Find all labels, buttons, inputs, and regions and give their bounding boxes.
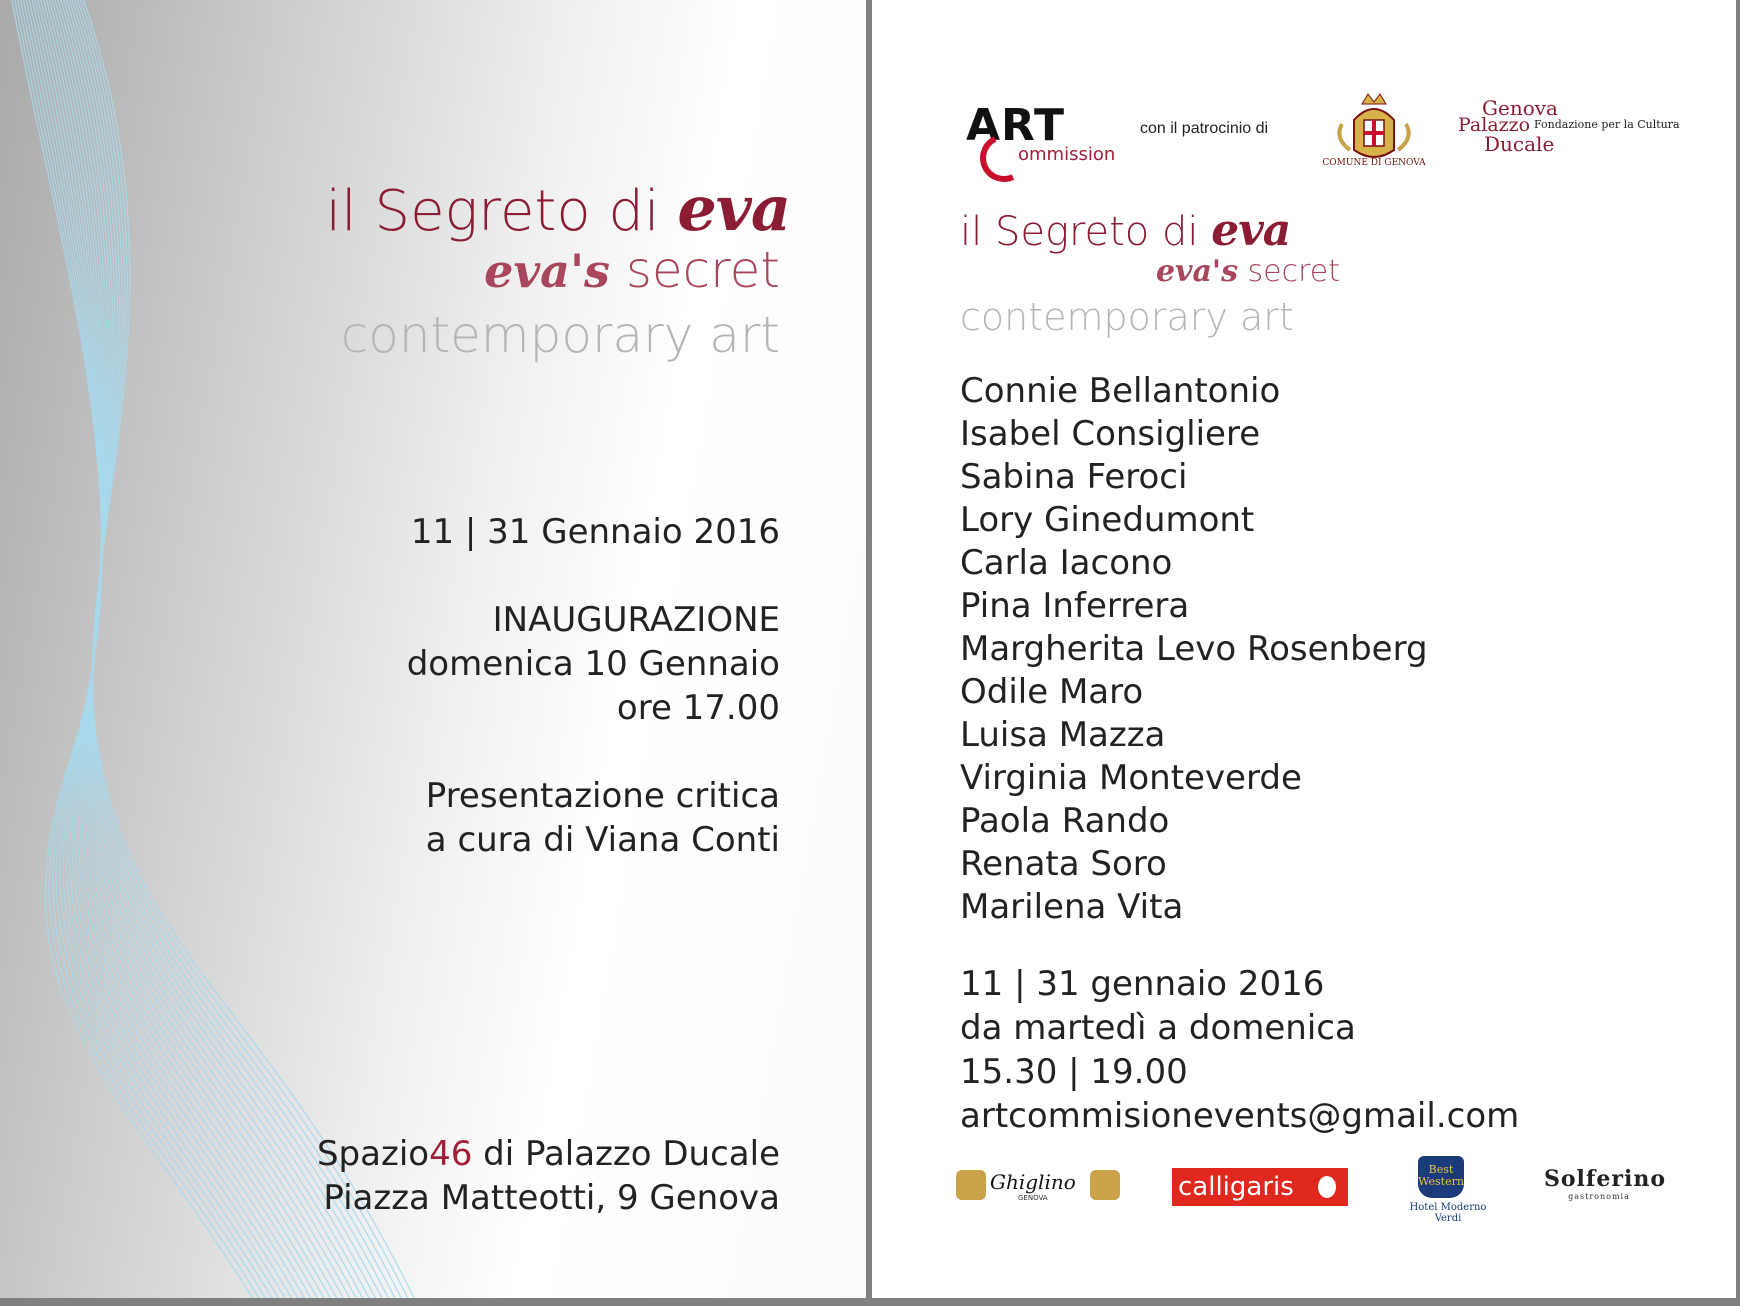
artist-name: Connie Bellantonio bbox=[960, 371, 1281, 411]
artist-name: Virginia Monteverde bbox=[960, 758, 1302, 798]
comune-label: COMUNE DI GENOVA bbox=[1322, 158, 1426, 168]
artist-name: Renata Soro bbox=[960, 844, 1167, 884]
bw-hotel-label: Hotel Moderno Verdi bbox=[1409, 1202, 1487, 1224]
wave-line bbox=[30, 0, 305, 1298]
back-panel bbox=[872, 0, 1736, 1298]
artist-name: Luisa Mazza bbox=[960, 715, 1166, 755]
artist-name: Carla Iacono bbox=[960, 543, 1173, 583]
artist-name: Isabel Consigliere bbox=[960, 414, 1261, 454]
art-logo-word: ART bbox=[966, 100, 1065, 151]
exhibition-dates: 11 | 31 Gennaio 2016 bbox=[410, 512, 780, 552]
ghiglino-name: Ghiglino bbox=[990, 1170, 1076, 1194]
wave-line bbox=[41, 0, 331, 1298]
title-prefix: il Segreto di bbox=[325, 179, 660, 244]
wave-line bbox=[27, 0, 299, 1298]
wave-line bbox=[13, 0, 267, 1298]
inauguration-title: INAUGURAZIONE bbox=[492, 600, 780, 640]
venue-suffix: di Palazzo Ducale bbox=[472, 1134, 780, 1174]
title-main bbox=[960, 205, 1380, 256]
subtitle-eva: eva's bbox=[1155, 254, 1238, 289]
solferino-logo bbox=[1544, 1166, 1666, 1206]
ducale-palazzo: Palazzo bbox=[1458, 114, 1531, 136]
artist-name: Sabina Feroci bbox=[960, 457, 1188, 497]
ducale-genova: Genova bbox=[1482, 96, 1558, 120]
calligaris-logo bbox=[1172, 1168, 1348, 1206]
title-main bbox=[310, 172, 790, 245]
venue-name bbox=[317, 1132, 780, 1176]
calligaris-name: calligaris bbox=[1178, 1172, 1294, 1202]
title-eva: eva bbox=[1211, 205, 1291, 256]
bw-badge-line-2: Western bbox=[1418, 1175, 1464, 1188]
artist-name: Odile Maro bbox=[960, 672, 1144, 712]
title-subtitle bbox=[960, 255, 1340, 289]
ducale-fondazione: Fondazione per la Cultura bbox=[1534, 118, 1680, 131]
calligaris-mark-icon bbox=[1318, 1176, 1336, 1198]
opening-info bbox=[960, 962, 1519, 1138]
title-prefix: il Segreto di bbox=[960, 209, 1199, 255]
palazzo-ducale-logo bbox=[1458, 96, 1680, 166]
artist-name: Margherita Levo Rosenberg bbox=[960, 629, 1428, 669]
venue-prefix: Spazio bbox=[316, 1134, 430, 1174]
ghiglino-logo bbox=[956, 1166, 1124, 1206]
venue-address: Piazza Matteotti, 9 Genova bbox=[323, 1178, 780, 1218]
inauguration-time: ore 17.00 bbox=[616, 688, 780, 728]
crest-icon bbox=[956, 1170, 986, 1200]
patronage-label: con il patrocinio di bbox=[1140, 120, 1269, 137]
front-title-block bbox=[310, 172, 790, 374]
organizer-logos bbox=[872, 90, 1736, 180]
presentation-block bbox=[426, 774, 780, 862]
subtitle-eva: eva's bbox=[484, 244, 610, 298]
venue-number: 46 bbox=[429, 1134, 473, 1174]
best-western-badge-icon bbox=[1418, 1156, 1464, 1198]
best-western-logo bbox=[1400, 1156, 1490, 1224]
presentation-line-1: Presentazione critica bbox=[425, 776, 780, 816]
art-commission-logo bbox=[966, 100, 1116, 168]
front-panel bbox=[0, 0, 866, 1298]
artist-name: Lory Ginedumont bbox=[960, 500, 1255, 540]
solferino-sub: gastronomia bbox=[1568, 1192, 1630, 1201]
artist-name: Paola Rando bbox=[960, 801, 1170, 841]
title-contemporary-art: contemporary art bbox=[960, 295, 1294, 339]
artist-name: Marilena Vita bbox=[960, 887, 1184, 927]
inauguration-date: domenica 10 Gennaio bbox=[406, 644, 780, 684]
opening-hours: 15.30 | 19.00 bbox=[960, 1052, 1188, 1092]
contact-email: artcommisionevents@gmail.com bbox=[960, 1096, 1520, 1136]
artist-name: Pina Inferrera bbox=[960, 586, 1190, 626]
title-contemporary-art: contemporary art bbox=[340, 306, 780, 364]
ghiglino-sub: GENOVA bbox=[1018, 1194, 1048, 1202]
venue-block bbox=[317, 1132, 780, 1220]
bw-badge-line-1: Best bbox=[1428, 1163, 1454, 1176]
presentation-line-2: a cura di Viana Conti bbox=[425, 820, 780, 860]
solferino-name: Solferino bbox=[1544, 1166, 1666, 1192]
inauguration-block bbox=[407, 598, 780, 730]
wave-line bbox=[44, 0, 337, 1298]
subtitle-secret: secret bbox=[625, 241, 780, 299]
opening-dates: 11 | 31 gennaio 2016 bbox=[960, 964, 1325, 1004]
crest-icon bbox=[1090, 1170, 1120, 1200]
wave-line bbox=[38, 0, 324, 1298]
sponsor-logos bbox=[872, 1156, 1736, 1226]
title-subtitle bbox=[310, 241, 780, 299]
opening-days: da martedì a domenica bbox=[960, 1008, 1356, 1048]
artist-list bbox=[960, 370, 1428, 929]
title-eva: eva bbox=[677, 172, 790, 245]
art-logo-commission: ommission bbox=[1018, 144, 1116, 165]
ducale-ducale: Ducale bbox=[1484, 132, 1555, 156]
back-title-block bbox=[960, 205, 1380, 345]
subtitle-secret: secret bbox=[1247, 254, 1340, 289]
